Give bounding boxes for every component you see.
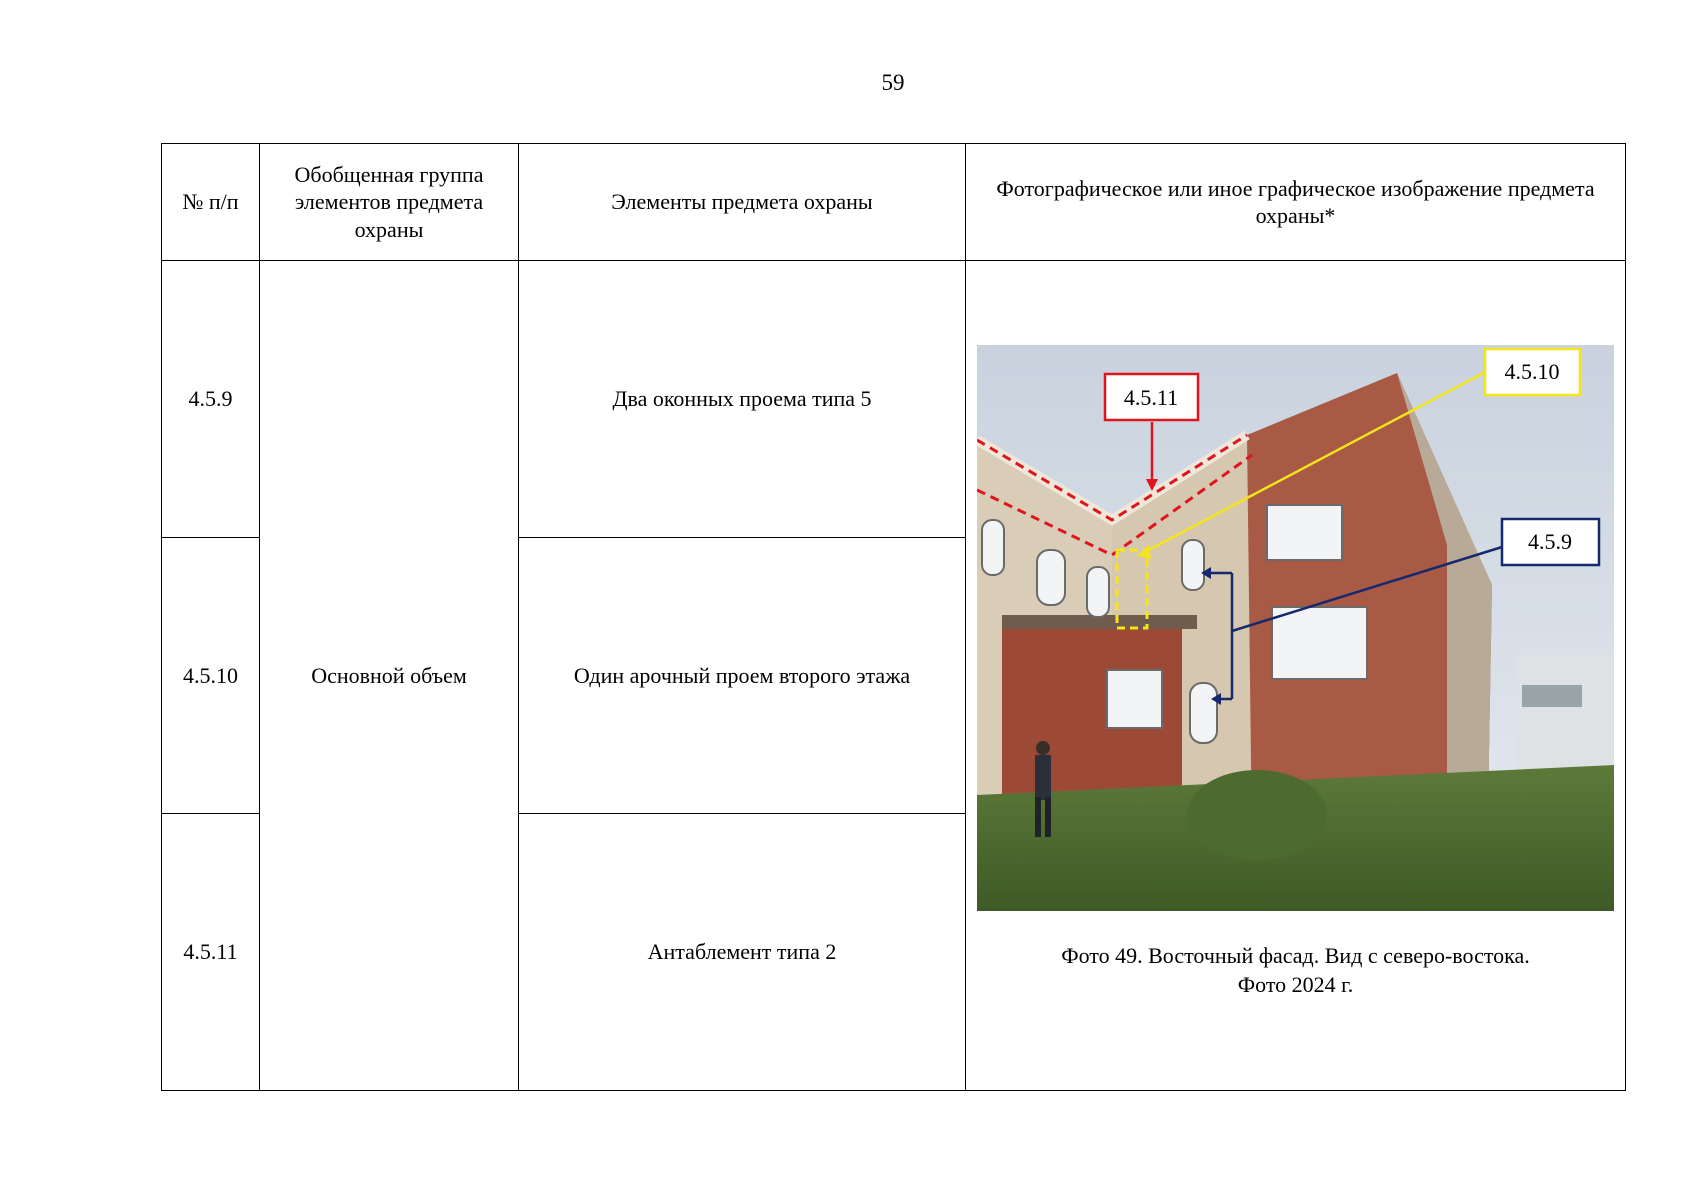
table-row bbox=[162, 261, 1626, 538]
row-num: 4.5.10 bbox=[162, 538, 260, 814]
row-element: Два оконных проема типа 5 bbox=[519, 261, 966, 538]
row-element: Один арочный проем второго этажа bbox=[519, 538, 966, 814]
header-elements: Элементы предмета охраны bbox=[519, 144, 966, 261]
label-4-5-10: 4.5.10 bbox=[1504, 359, 1560, 384]
header-num: № п/п bbox=[162, 144, 260, 261]
facade-photo bbox=[977, 345, 1614, 911]
row-element: Антаблемент типа 2 bbox=[519, 814, 966, 1091]
protection-elements-table bbox=[161, 143, 1626, 1091]
label-4-5-9: 4.5.9 bbox=[1528, 529, 1572, 554]
label-4-5-11: 4.5.11 bbox=[1123, 385, 1179, 410]
group-cell: Основной объем bbox=[260, 261, 519, 1091]
caption-line-2: Фото 2024 г. bbox=[1237, 971, 1354, 997]
page-number: 59 bbox=[881, 70, 905, 95]
photo-caption bbox=[966, 942, 1625, 999]
header-image: Фотографическое или иное графическое изображение предмета охраны* bbox=[966, 144, 1626, 261]
header-group: Обобщенная группа элементов предмета охраны bbox=[260, 144, 519, 261]
header-row bbox=[162, 144, 1626, 261]
photo-cell bbox=[966, 261, 1626, 1091]
row-num: 4.5.9 bbox=[162, 261, 260, 538]
caption-line-1: Фото 49. Восточный фасад. Вид с северо-востока. bbox=[1061, 943, 1530, 968]
row-num: 4.5.11 bbox=[162, 814, 260, 1091]
